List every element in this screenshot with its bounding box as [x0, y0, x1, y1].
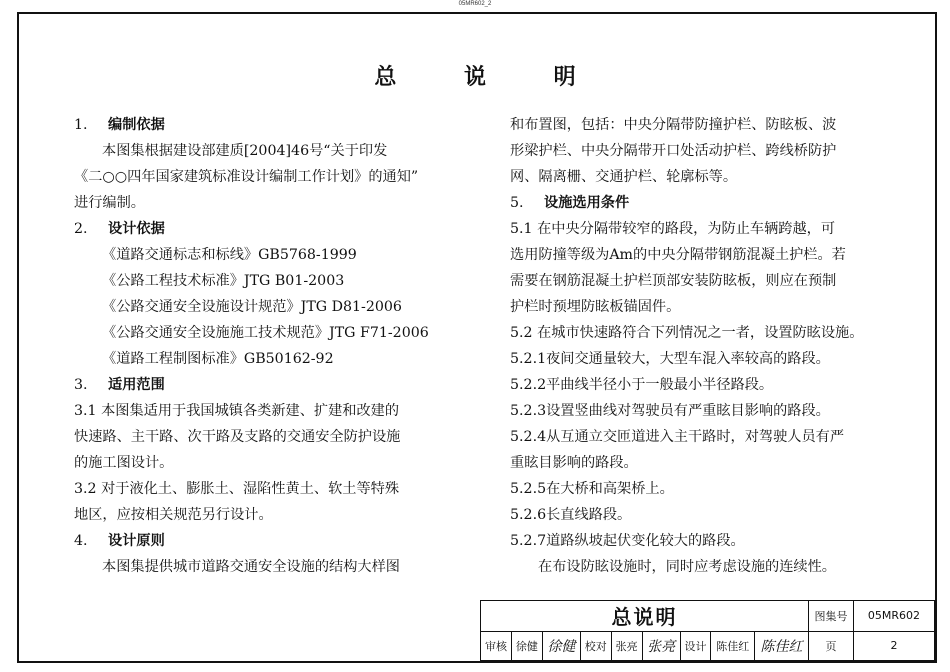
text-line: 5.2.3设置竖曲线对驾驶员有严重眩目影响的路段。 — [510, 403, 830, 419]
text-line: 《公路交通安全设施施工技术规范》JTG F71-2006 — [102, 325, 429, 341]
section-number: 3. — [74, 377, 88, 393]
text-line: 《二○○四年国家建筑标准设计编制工作计划》的通知” — [74, 169, 419, 185]
page-number: 2 — [854, 631, 935, 661]
design-label: 设计 — [680, 631, 711, 661]
section-title: 设计依据 — [108, 221, 165, 237]
text-line: 网、隔离栅、交通护栏、轮廓标等。 — [510, 169, 738, 185]
text-line: 形梁护栏、中央分隔带开口处活动护栏、跨线桥防护 — [510, 143, 837, 159]
text-line: 5.2 在城市快速路符合下列情况之一者，设置防眩设施。 — [510, 325, 864, 341]
section-heading — [74, 216, 458, 242]
designer-name: 陈佳红 — [711, 631, 755, 661]
page-title: 总 说 明 — [374, 64, 606, 90]
section-number: 5. — [510, 195, 524, 211]
text-line: 5.2.5在大桥和高架桥上。 — [510, 481, 674, 497]
right-column — [510, 112, 900, 580]
text-line: 3.1 本图集适用于我国城镇各类新建、扩建和改建的 — [74, 403, 400, 419]
text-line: 在布设防眩设施时，同时应考虑设施的连续性。 — [538, 559, 836, 575]
text-line: 5.2.1夜间交通量较大，大型车混入率较高的路段。 — [510, 351, 830, 367]
checker-signature: 张亮 — [642, 631, 680, 661]
designer-signature: 陈佳红 — [755, 631, 809, 661]
text-line: 5.2.7道路纵坡起伏变化较大的路段。 — [510, 533, 745, 549]
section-heading — [74, 112, 458, 138]
reviewer-name: 徐健 — [511, 631, 542, 661]
text-line: 护栏时预埋防眩板锚固件。 — [510, 299, 681, 315]
section-title: 编制依据 — [108, 117, 165, 133]
text-line: 地区，应按相关规范另行设计。 — [74, 507, 273, 523]
title-block — [480, 600, 935, 661]
section-title: 设计原则 — [108, 533, 165, 549]
text-line: 《道路交通标志和标线》GB5768-1999 — [102, 247, 357, 263]
text-line: 《公路交通安全设施设计规范》JTG D81-2006 — [102, 299, 402, 315]
text-line: 《公路工程技术标准》JTG B01-2003 — [102, 273, 345, 289]
section-heading — [74, 372, 458, 398]
section-heading — [510, 190, 900, 216]
left-column — [74, 112, 458, 580]
text-line: 选用防撞等级为Am的中央分隔带钢筋混凝土护栏。若 — [510, 247, 846, 263]
section-number: 2. — [74, 221, 88, 237]
sheet-title: 总说明 — [481, 601, 809, 632]
text-line: 需要在钢筋混凝土护栏顶部安装防眩板，则应在预制 — [510, 273, 837, 289]
checker-name: 张亮 — [611, 631, 642, 661]
text-line: 重眩目影响的路段。 — [510, 455, 638, 471]
section-number: 1. — [74, 117, 88, 133]
text-line: 5.1 在中央分隔带较窄的路段，为防止车辆跨越，可 — [510, 221, 836, 237]
page-label: 页 — [809, 631, 854, 661]
text-line: 快速路、主干路、次干路及支路的交通安全防护设施 — [74, 429, 401, 445]
section-title: 设施选用条件 — [544, 195, 630, 211]
drawing-code-header: 05MR602_2 — [458, 1, 492, 7]
text-line: 进行编制。 — [74, 195, 145, 211]
atlas-no: 05MR602 — [854, 601, 935, 632]
text-line: 本图集根据建设部建质[2004]46号“关于印发 — [102, 143, 388, 159]
section-number: 4. — [74, 533, 88, 549]
text-line: 和布置图，包括：中央分隔带防撞护栏、防眩板、波 — [510, 117, 837, 133]
text-line: 5.2.2平曲线半径小于一般最小半径路段。 — [510, 377, 774, 393]
check-label: 校对 — [580, 631, 611, 661]
reviewer-signature: 徐健 — [542, 631, 580, 661]
text-line: 的施工图设计。 — [74, 455, 174, 471]
text-line: 5.2.4从互通立交匝道进入主干路时，对驾驶人员有严 — [510, 429, 845, 445]
atlas-no-label: 图集号 — [809, 601, 854, 632]
review-label: 审核 — [481, 631, 512, 661]
text-line: 本图集提供城市道路交通安全设施的结构大样图 — [102, 559, 400, 575]
text-line: 5.2.6长直线路段。 — [510, 507, 632, 523]
text-line: 3.2 对于液化土、膨胀土、湿陷性黄土、软土等特殊 — [74, 481, 400, 497]
section-title: 适用范围 — [108, 377, 165, 393]
section-heading — [74, 528, 458, 554]
text-line: 《道路工程制图标准》GB50162-92 — [102, 351, 334, 367]
